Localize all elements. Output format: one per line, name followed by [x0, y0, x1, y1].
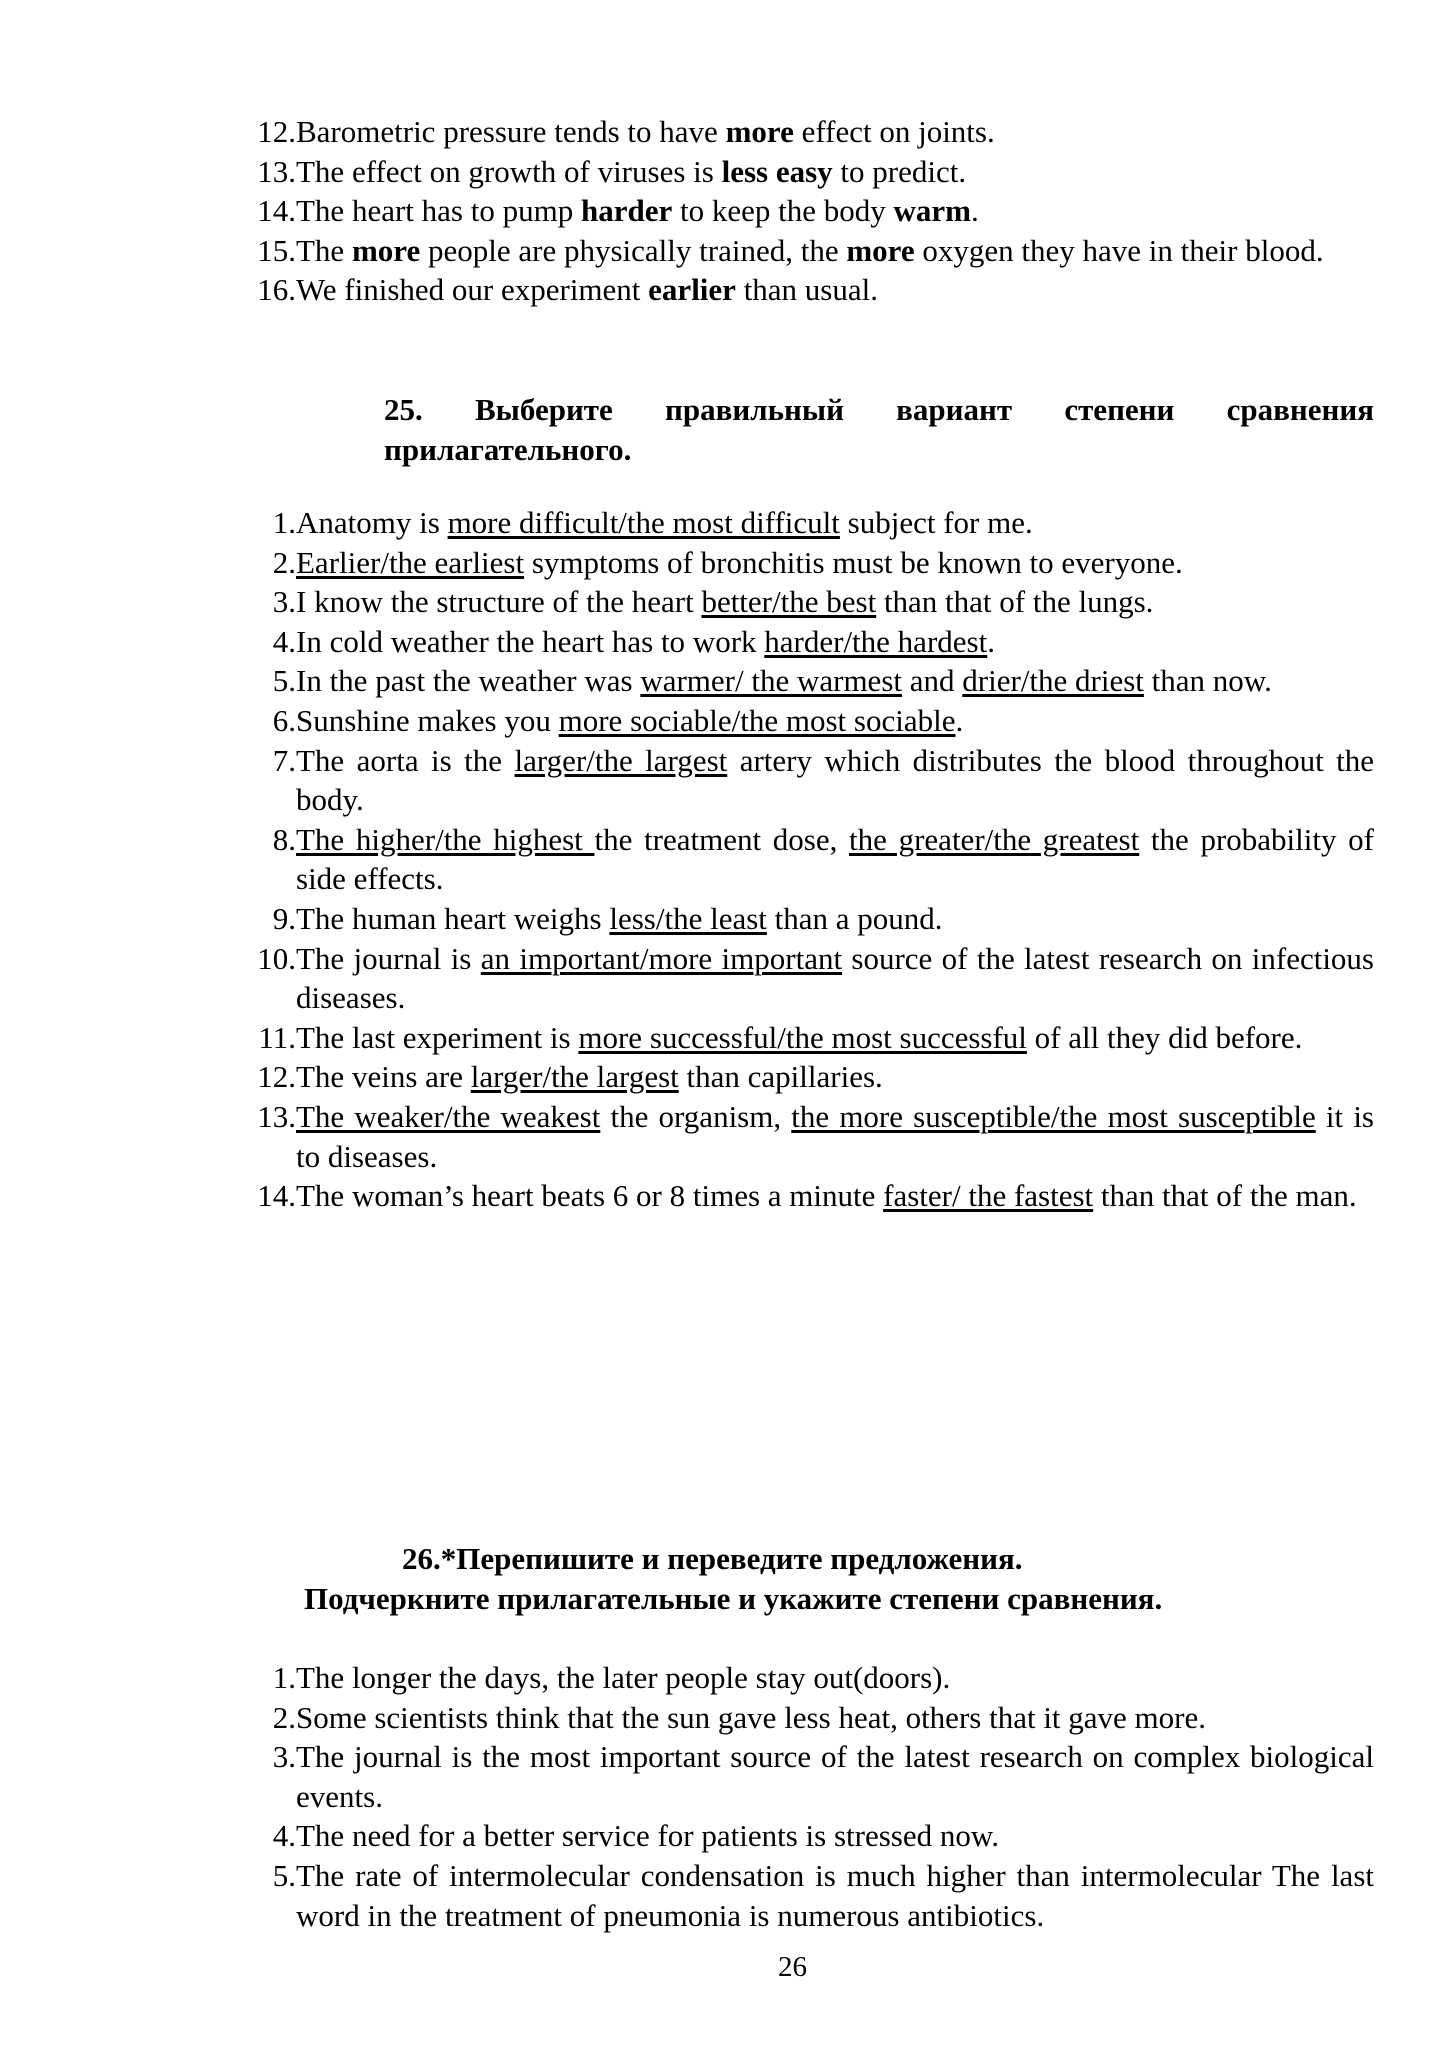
underlined-option: more difficult/the most difficult — [447, 505, 840, 540]
list-item-text — [296, 191, 1374, 231]
list-item-text — [296, 270, 1374, 310]
text-run: The veins are — [296, 1059, 471, 1095]
exercise-25-list — [250, 503, 1374, 1216]
list-item-number: 8. — [272, 821, 296, 857]
exercise-25-heading: 25. Выберите правильный вариант степени сравнения прилагательного. — [384, 392, 1374, 467]
list-item — [250, 1698, 1374, 1738]
underlined-option: larger/the largest — [470, 1059, 679, 1095]
text-run: . — [955, 702, 964, 738]
list-item-number: 13. — [257, 153, 296, 189]
page-number: 26 — [778, 1951, 807, 1983]
exercise-26-list — [250, 1658, 1374, 1935]
underlined-option: The higher/the highest — [296, 821, 595, 857]
list-item — [250, 820, 1374, 899]
text-run: Sunshine makes you — [296, 702, 559, 738]
text-run: The journal is the most important source of the latest research on complex biological events. — [296, 1739, 1374, 1814]
list-item — [250, 112, 1374, 152]
underlined-option: Earlier/the earliest — [296, 544, 525, 580]
emphasized-word: more — [351, 232, 421, 268]
list-item-number: 1. — [272, 505, 296, 540]
text-run: than capillaries. — [678, 1059, 883, 1095]
text-run: the probability of side effects. — [296, 821, 1374, 897]
list-item-text — [296, 820, 1374, 899]
text-run: Anatomy is — [296, 505, 448, 540]
list-item-text — [296, 1856, 1374, 1935]
exercise-26-heading-line2: Подчеркните прилагательные и укажите степени сравнения. — [304, 1581, 1163, 1616]
list-item-text — [296, 231, 1374, 271]
list-item — [250, 899, 1374, 939]
underlined-option: more sociable/the most sociable — [558, 702, 956, 738]
underlined-option: the greater/the greatest — [849, 821, 1140, 857]
text-run: In the past the weather was — [296, 663, 641, 699]
text-run: artery which distributes the blood throughout the body. — [296, 742, 1375, 818]
underlined-option: an important/more important — [480, 940, 843, 976]
list-item-number: 1. — [272, 1660, 296, 1695]
list-item — [250, 152, 1374, 192]
text-run: In cold weather the heart has to work — [296, 623, 765, 659]
list-item-text — [296, 543, 1374, 583]
text-run: The human heart weighs — [296, 900, 610, 936]
emphasized-word: more — [846, 232, 915, 268]
text-run: than now. — [1143, 663, 1272, 699]
list-continued — [250, 112, 1374, 310]
list-item-text — [296, 1057, 1374, 1097]
text-run: The longer the days, the later people stay out(doors). — [296, 1660, 951, 1695]
list-item — [250, 1856, 1374, 1935]
emphasized-word: earlier — [648, 272, 736, 308]
text-run: The rate of intermolecular condensation is much higher than intermolecular The last word in the treatment of pneumonia is numerous antibiotics. — [296, 1857, 1374, 1933]
text-run: The woman’s heart beats 6 or 8 times a minute — [296, 1178, 884, 1214]
text-run: The last experiment is — [296, 1019, 579, 1055]
emphasized-word: more — [725, 114, 794, 149]
list-item-number: 16. — [257, 272, 296, 308]
list-item-text — [296, 1698, 1374, 1738]
exercise-26-heading-line1: 26.*Перепишите и переведите предложения. — [402, 1541, 1023, 1576]
text-run: effect on joints. — [793, 114, 995, 149]
list-item — [250, 701, 1374, 741]
underlined-option: drier/the driest — [962, 663, 1144, 699]
list-item-text — [296, 503, 1374, 543]
list-item — [250, 1018, 1374, 1058]
list-item — [250, 503, 1374, 543]
list-item-text — [296, 701, 1374, 741]
list-item-text — [296, 1658, 1374, 1698]
list-item-number: 5. — [272, 663, 296, 699]
text-run: The effect on growth of viruses is — [296, 153, 722, 189]
underlined-option: larger/the largest — [514, 742, 728, 778]
text-run: of all they did before. — [1026, 1019, 1303, 1055]
list-item-number: 14. — [257, 193, 296, 229]
text-run: oxygen they have in their blood. — [914, 232, 1324, 268]
underlined-option: warmer/ the warmest — [640, 663, 902, 699]
list-item-text — [296, 1176, 1374, 1216]
list-item-number: 11. — [258, 1019, 296, 1055]
text-run: Some scientists think that the sun gave less heat, others that it gave more. — [296, 1699, 1207, 1735]
emphasized-word: less easy — [721, 153, 833, 189]
list-item — [250, 1097, 1374, 1176]
list-item-number: 5. — [272, 1857, 296, 1893]
text-run: The — [296, 232, 352, 268]
text-run: to predict. — [832, 153, 967, 189]
list-item-number: 3. — [272, 1739, 296, 1775]
list-item-text — [296, 661, 1374, 701]
list-item-number: 13. — [257, 1098, 296, 1134]
text-run: . — [987, 623, 995, 659]
list-item — [250, 582, 1374, 622]
list-item-text — [296, 1737, 1374, 1816]
underlined-option: harder/the hardest — [764, 623, 988, 659]
list-item-number: 12. — [257, 1059, 296, 1095]
list-item-number: 10. — [257, 940, 296, 976]
list-item-text — [296, 112, 1374, 152]
list-item-number: 7. — [272, 742, 296, 778]
list-item-text — [296, 1816, 1374, 1856]
text-run: I know the structure of the heart — [296, 584, 702, 620]
list-item-number: 3. — [272, 584, 296, 620]
text-run: the treatment dose, — [594, 821, 850, 857]
underlined-option: faster/ the fastest — [883, 1178, 1094, 1214]
list-item — [250, 661, 1374, 701]
text-run: source of the latest research on infectious diseases. — [296, 940, 1375, 1016]
list-item-number: 15. — [257, 232, 296, 268]
list-item — [250, 1737, 1374, 1816]
underlined-option: the more susceptible/the most susceptible — [791, 1098, 1316, 1134]
text-run: than usual. — [735, 272, 878, 308]
text-run: subject for me. — [839, 505, 1033, 540]
text-run: The need for a better service for patients is stressed now. — [296, 1818, 999, 1854]
underlined-option: The weaker/the weakest — [296, 1098, 601, 1134]
list-item-text — [296, 582, 1374, 622]
text-run: than a pound. — [766, 900, 943, 936]
text-run: than that of the lungs. — [876, 584, 1154, 620]
text-run: . — [970, 193, 979, 229]
emphasized-word: warm — [893, 193, 971, 229]
text-run: people are physically trained, the — [420, 232, 847, 268]
list-item — [250, 1816, 1374, 1856]
list-item-number: 9. — [272, 900, 296, 936]
text-run: The journal is — [296, 940, 481, 976]
underlined-option: less/the least — [609, 900, 767, 936]
text-run: We finished our experiment — [296, 272, 649, 308]
list-item — [250, 939, 1374, 1018]
list-item — [250, 622, 1374, 662]
list-item — [250, 270, 1374, 310]
text-run: it is to diseases. — [296, 1098, 1374, 1174]
list-item-text — [296, 899, 1374, 939]
list-item-number: 14. — [257, 1178, 296, 1214]
emphasized-word: harder — [580, 193, 673, 229]
list-item-text — [296, 1018, 1374, 1058]
list-item-text — [296, 1097, 1374, 1176]
list-item-text — [296, 741, 1374, 820]
list-item-number: 4. — [272, 623, 296, 659]
list-item-text — [296, 152, 1374, 192]
exercise-26-heading — [250, 1539, 1374, 1619]
list-item — [250, 1057, 1374, 1097]
list-item-number: 2. — [272, 1699, 296, 1735]
list-item — [250, 543, 1374, 583]
list-item — [250, 191, 1374, 231]
list-item-number: 12. — [257, 114, 296, 149]
text-run: Barometric pressure tends to have — [296, 114, 726, 149]
list-item-text — [296, 939, 1374, 1018]
text-run: the organism, — [600, 1098, 792, 1134]
list-item-number: 2. — [272, 544, 296, 580]
text-run: The heart has to pump — [296, 193, 581, 229]
list-item-number: 6. — [272, 702, 296, 738]
list-item — [250, 231, 1374, 271]
list-item — [250, 1176, 1374, 1216]
text-run: symptoms of bronchitis must be known to everyone. — [524, 544, 1183, 580]
underlined-option: more successful/the most successful — [578, 1019, 1027, 1055]
text-run: to keep the body — [672, 193, 894, 229]
text-run: than that of the man. — [1093, 1178, 1357, 1214]
text-run: and — [902, 663, 963, 699]
list-item — [250, 1658, 1374, 1698]
list-item-number: 4. — [272, 1818, 296, 1854]
text-run: The aorta is the — [296, 742, 515, 778]
list-item — [250, 741, 1374, 820]
list-item-text — [296, 622, 1374, 662]
underlined-option: better/the best — [701, 584, 877, 620]
